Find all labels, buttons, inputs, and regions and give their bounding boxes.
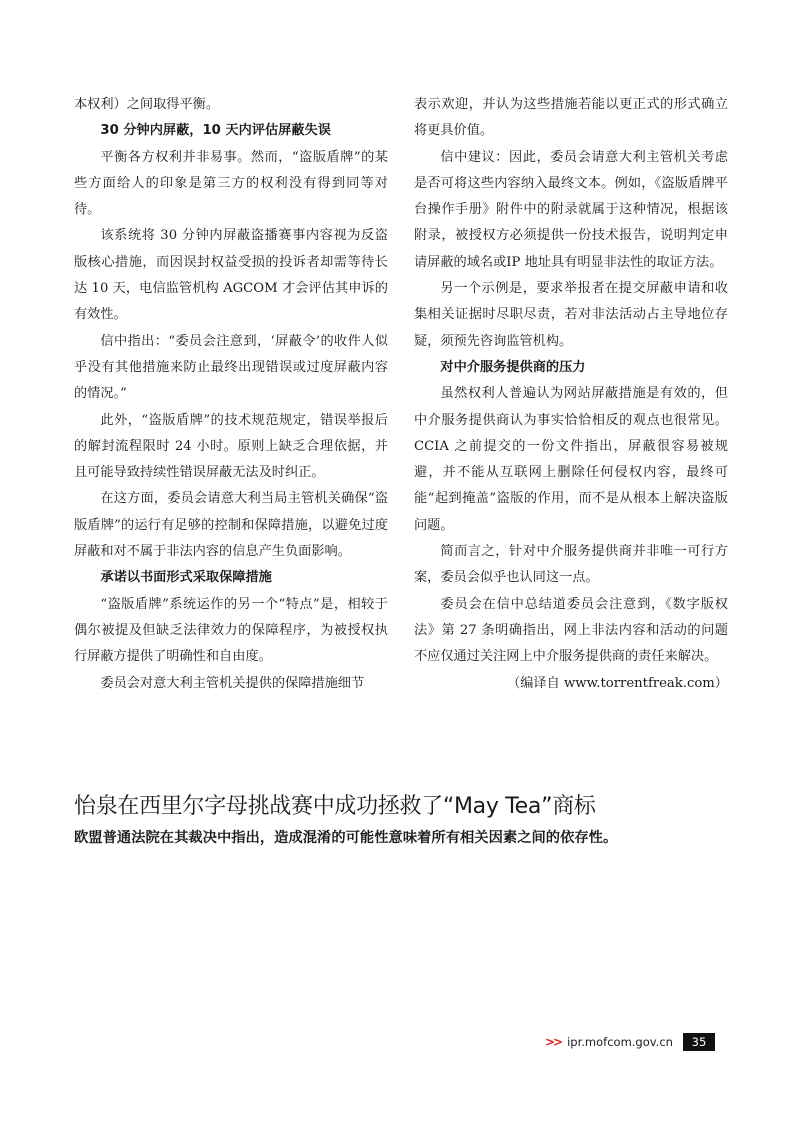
article-subtitle: 欧盟普通法院在其裁决中指出，造成混淆的可能性意味着所有相关因素之间的依存性。: [74, 830, 618, 846]
paragraph: 表示欢迎，并认为这些措施若能以更正式的形式确立将更具价值。: [414, 97, 728, 139]
right-column: [414, 92, 728, 697]
section-heading: 30 分钟内屏蔽，10 天内评估屏蔽失误: [100, 123, 331, 139]
paragraph: 委员会对意大利主管机关提供的保障措施细节: [100, 675, 365, 691]
left-column: [74, 92, 388, 697]
article-title: 怡泉在西里尔字母挑战赛中成功拯救了“May Tea”商标: [74, 794, 596, 819]
paragraph: 此外，“盗版盾牌”的技术规范规定，错误举报后的解封流程限时 24 小时。原则上缺乏合理依据，并且可能导致持续性错误屏蔽无法及时纠正。: [74, 412, 388, 481]
section-heading: 对中介服务提供商的压力: [440, 359, 586, 375]
source-credit: （编译自 www.torrentfreak.com）: [507, 675, 728, 691]
paragraph: 简而言之，针对中介服务提供商并非唯一可行方案，委员会似乎也认同这一点。: [414, 544, 728, 586]
paragraph: 信中指出：“委员会注意到，‘屏蔽令’的收件人似乎没有其他措施来防止最终出现错误或过度屏蔽内容的情况。”: [74, 333, 388, 402]
paragraph: 该系统将 30 分钟内屏蔽盗播赛事内容视为反盗版核心措施，而因误封权益受损的投诉者却需等待长达 10 天，电信监管机构 AGCOM 才会评估其申诉的有效性。: [74, 228, 388, 323]
double-chevron-icon: >>: [545, 1035, 562, 1049]
page-number: 35: [683, 1033, 715, 1051]
paragraph: “盗版盾牌”系统运作的另一个“特点”是，相较于偶尔被提及但缺乏法律效力的保障程序，为被授权执行屏蔽方提供了明确性和自由度。: [74, 596, 388, 665]
paragraph: 另一个示例是，要求举报者在提交屏蔽申请和收集相关证据时尽职尽责，若对非法活动占主导地位存疑，须预先咨询监管机构。: [414, 281, 728, 349]
next-article-header: [74, 790, 724, 850]
page-footer: [545, 1033, 715, 1051]
paragraph-text: 委员会在信中总结道委员会注意到，《数字版权法》第 27 条明确指出，网上非法内容和活动的问题不应仅通过关注网上中介服务提供商的责任来解决。: [414, 596, 728, 665]
paragraph: 信中建议：因此，委员会请意大利主管机关考虑是否可将这些内容纳入最终文本。例如，《盗版盾牌平台操作手册》附件中的附录就属于这种情况，根据该附录，被授权方必须提供一份技术报告，说明判定申请屏蔽的域名或IP 地址具有明显非法性的取证方法。: [414, 149, 728, 270]
paragraph-with-credit: [414, 592, 728, 691]
paragraph: 虽然权利人普遍认为网站屏蔽措施是有效的，但中介服务提供商认为事实恰恰相反的观点也很常见。CCIA 之前提交的一份文件指出，屏蔽很容易被规避，并不能从互联网上删除任何侵权内容，最终可能“起到掩盖”盗版的作用，而不是从根本上解决盗版问题。: [414, 386, 728, 533]
paragraph: 在这方面，委员会请意大利当局主管机关确保“盗版盾牌”的运行有足够的控制和保障措施，以避免过度屏蔽和对不属于非法内容的信息产生负面影响。: [74, 491, 388, 560]
paragraph: 平衡各方权利并非易事。然而，“盗版盾牌”的某些方面给人的印象是第三方的权利没有得到同等对待。: [74, 149, 388, 218]
footer-site-url[interactable]: ipr.mofcom.gov.cn: [567, 1035, 673, 1049]
section-heading: 承诺以书面形式采取保障措施: [100, 570, 272, 586]
paragraph: 本权利）之间取得平衡。: [74, 97, 220, 112]
